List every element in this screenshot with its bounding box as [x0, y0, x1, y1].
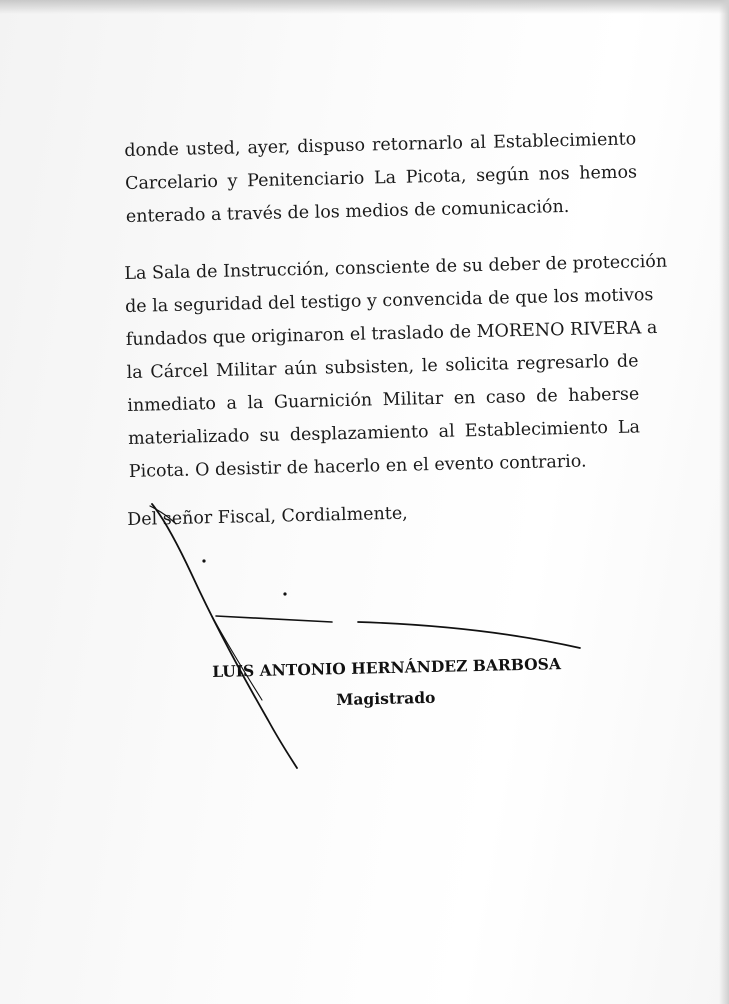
- paragraph-2-line: materializado su desplazamiento al Establecimiento La: [127, 417, 641, 449]
- signer-title: Magistrado: [336, 687, 436, 709]
- paragraph-2-line: la Cárcel Militar aún subsisten, le solicita regresarlo de: [126, 351, 639, 383]
- paragraph-1-line: donde usted, ayer, dispuso retornarlo al Establecimiento: [124, 129, 637, 161]
- paragraph-2-line: de la seguridad del testigo y convencida de que los motivos: [124, 285, 654, 317]
- paragraph-2: [124, 246, 668, 489]
- page-top-shadow: [0, 0, 729, 14]
- paragraph-1-line: enterado a través de los medios de comunicación.: [125, 196, 570, 227]
- signer-name: LUIS ANTONIO HERNÁNDEZ BARBOSA: [212, 654, 562, 681]
- paragraph-2-line: fundados que originaron el traslado de MORENO RIVERA a: [125, 317, 658, 350]
- paragraph-2-line: inmediato a la Guarnición Militar en caso de haberse: [127, 384, 640, 416]
- paragraph-1: [124, 123, 638, 234]
- paragraph-1-line: Carcelario y Penitenciario La Picota, según nos hemos: [124, 162, 638, 194]
- paragraph-2-line: Picota. O desistir de hacerlo en el evento contrario.: [128, 451, 587, 482]
- closing-salutation: Del señor Fiscal, Cordialmente,: [127, 503, 408, 530]
- paragraph-2-line: La Sala de Instrucción, consciente de su deber de protección: [124, 251, 668, 284]
- page-right-shadow: [719, 0, 729, 1004]
